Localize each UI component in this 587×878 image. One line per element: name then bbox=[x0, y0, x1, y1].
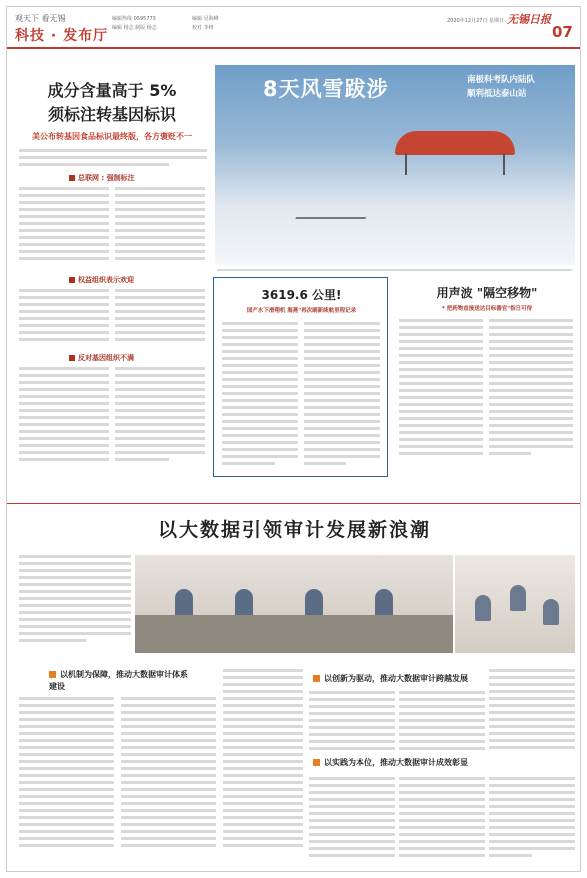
bullet-square-icon bbox=[49, 671, 56, 678]
meeting-photo bbox=[135, 555, 453, 653]
left-col1-text-3 bbox=[19, 367, 109, 465]
banner-subtitle-1: 南极科考队内陆队 bbox=[467, 75, 536, 85]
feature-col9-text bbox=[489, 777, 575, 861]
antarctic-banner-photo bbox=[215, 65, 575, 265]
glider-title: 3619.6 公里! bbox=[261, 288, 342, 302]
banner-caption bbox=[217, 269, 572, 275]
left-col2-text-3 bbox=[115, 367, 205, 465]
paper-logo: 无锡日报 bbox=[507, 13, 551, 26]
bullet-square-icon bbox=[313, 675, 320, 682]
left-col2-text-2 bbox=[115, 289, 205, 345]
left-col2-text bbox=[115, 187, 205, 264]
banner-subtitle-2: 顺利抵达泰山站 bbox=[467, 89, 527, 99]
left-section-3: 反对基因组织不满 bbox=[69, 353, 134, 363]
bullet-square-icon bbox=[69, 175, 75, 181]
left-section-2: 权益组织表示欢迎 bbox=[69, 275, 134, 285]
header-meta-left: 编辑热线 0595773 编辑 杨志 制版 杨志 bbox=[112, 16, 157, 31]
feature-col2-text bbox=[121, 697, 216, 851]
discussion-photo bbox=[455, 555, 575, 653]
acoustic-col1-text bbox=[399, 319, 483, 459]
left-col1-text-2 bbox=[19, 289, 109, 345]
glider-col1-text bbox=[222, 322, 298, 469]
station-legs-shape bbox=[405, 153, 505, 175]
acoustic-col2-text bbox=[489, 319, 573, 459]
feature-title: 以大数据引领审计发展新浪潮 bbox=[157, 519, 431, 541]
banner-title: 8天风雪跋涉 bbox=[263, 77, 389, 101]
left-headline: 成分含量高于 5% 须标注转基因标识 bbox=[47, 81, 177, 124]
newspaper-page bbox=[6, 6, 581, 872]
left-lead-text bbox=[19, 149, 207, 170]
section-top-label: 观天下 看无锡 bbox=[15, 14, 66, 23]
feature-col4-text bbox=[309, 691, 395, 754]
feature-col5-text bbox=[399, 691, 485, 754]
glider-record-box bbox=[213, 277, 388, 477]
left-subheadline: 美公布转基因食品标识最终版，各方褒贬不一 bbox=[32, 132, 192, 141]
station-stairs-shape bbox=[295, 185, 385, 219]
feature-lead-text bbox=[19, 555, 131, 646]
feature-col1-text bbox=[19, 697, 114, 851]
acoustic-subtitle: * 把药物直接送达目标器官"指日可待 bbox=[441, 306, 533, 312]
feature-col3-text bbox=[223, 669, 303, 851]
header-meta-right: 编辑 吴海峰 校对 李格 bbox=[192, 16, 219, 31]
acoustic-title: 用声波 "隔空移物" bbox=[436, 286, 538, 300]
page-number: 07 bbox=[552, 23, 573, 41]
feature-section-3-head: 以实践为本位，推动大数据审计成效彰显 bbox=[313, 757, 533, 769]
section-title: 科技 · 发布厅 bbox=[15, 28, 109, 44]
section-divider bbox=[7, 503, 581, 504]
feature-col8-text bbox=[399, 777, 485, 861]
feature-col6-text bbox=[489, 669, 575, 753]
glider-subtitle: 国产水下滑翔机 海燕"再次刷新续航里程记录 bbox=[246, 308, 357, 314]
feature-section-2-head: 以创新为驱动，推动大数据审计跨越发展 bbox=[313, 673, 533, 685]
glider-col2-text bbox=[304, 322, 380, 469]
bullet-square-icon bbox=[69, 355, 75, 361]
feature-section-1-head: 以机制为保障，推动大数据审计体系建设 bbox=[49, 670, 188, 691]
left-col1-text bbox=[19, 187, 109, 264]
issue-date: 2020年12月27日 星期日 bbox=[447, 18, 505, 24]
page-header bbox=[7, 7, 581, 49]
feature-col7-text bbox=[309, 777, 395, 861]
bullet-square-icon bbox=[69, 277, 75, 283]
bullet-square-icon bbox=[313, 759, 320, 766]
left-section-1: 总联网 : 强制标注 bbox=[69, 173, 135, 183]
research-station-shape bbox=[395, 131, 515, 155]
